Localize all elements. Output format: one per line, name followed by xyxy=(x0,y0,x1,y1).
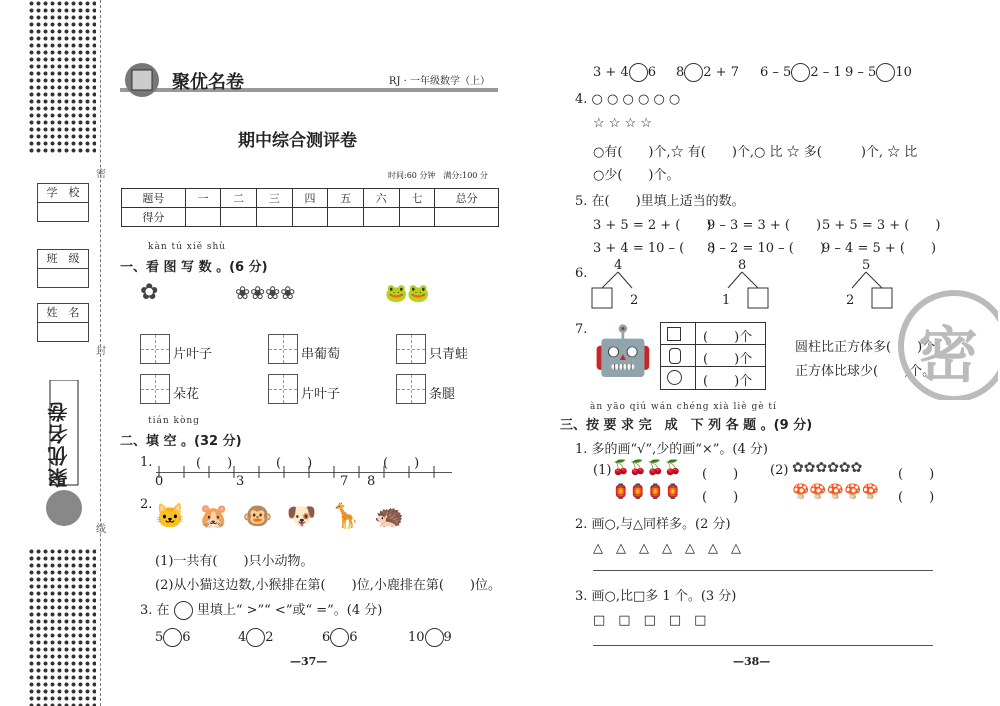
q5-eq: 9 – 4 = 5 + ( ) xyxy=(822,241,937,256)
secret-stamp xyxy=(893,280,998,400)
num: 5 xyxy=(155,630,164,645)
answer-grid[interactable] xyxy=(396,334,426,364)
time-info: 时间:60 分钟 满分:100 分 xyxy=(388,171,488,180)
cell: 总分 xyxy=(435,189,499,208)
compare-circle xyxy=(174,601,193,620)
grapes-image: ❀❀❀❀ xyxy=(235,283,296,304)
q6-label: 6. xyxy=(575,266,588,281)
q1-label: 1. xyxy=(140,455,153,470)
score-row-points[interactable] xyxy=(122,208,499,227)
dot-pattern-top xyxy=(28,0,96,155)
q4-label: 4. ○ ○ ○ ○ ○ ○ xyxy=(575,92,681,107)
compare-item xyxy=(238,628,274,647)
school-label: 学 校 xyxy=(38,184,88,203)
expr: 2 – 1 xyxy=(810,65,842,80)
side-brand-text: 聚优名卷 xyxy=(47,400,71,488)
triangles: △ △ △ △ △ △ △ xyxy=(593,541,741,556)
tick-8: 8 xyxy=(367,474,376,489)
q5-eq: 5 + 5 = 3 + ( ) xyxy=(822,218,941,233)
answer-grid[interactable] xyxy=(396,374,426,404)
score-cell[interactable] xyxy=(221,208,257,227)
s2-title: 二、填 空 。(32 分) xyxy=(120,434,242,449)
answer-blank[interactable]: ( ) xyxy=(898,490,935,505)
num: 10 xyxy=(408,630,425,645)
compare-item xyxy=(408,628,452,647)
cherries-image: 🍒🍒🍒🍒 xyxy=(612,460,682,476)
score-table xyxy=(121,188,499,227)
compare-item xyxy=(760,63,842,82)
cube-icon xyxy=(667,327,681,341)
score-cell[interactable] xyxy=(328,208,364,227)
compare-circle[interactable] xyxy=(791,63,810,82)
compare-item xyxy=(593,63,656,82)
item-label: 片叶子 xyxy=(173,347,213,362)
tick-7: 7 xyxy=(340,474,349,489)
tick-3: 3 xyxy=(236,474,245,489)
num: 6 xyxy=(182,630,191,645)
flower-image: ✿ xyxy=(140,280,159,305)
school-box[interactable] xyxy=(37,183,89,222)
q5-label: 5. 在( )里填上适当的数。 xyxy=(575,194,745,209)
score-cell[interactable] xyxy=(435,208,499,227)
brand-title: 聚优名卷 xyxy=(172,72,244,93)
frogs-image: 🐸🐸 xyxy=(385,283,430,304)
squares: □ □ □ □ □ xyxy=(593,613,707,628)
bond-top: 8 xyxy=(738,258,747,273)
class-label: 班 级 xyxy=(38,250,88,269)
cell: 二 xyxy=(221,189,257,208)
mushrooms-image: 🍄🍄🍄🍄🍄 xyxy=(792,484,880,500)
count-blank[interactable]: ( )个 xyxy=(703,374,753,389)
count-blank[interactable]: ( )个 xyxy=(703,352,753,367)
compare-item xyxy=(676,63,739,82)
q1-blank[interactable]: ( ) xyxy=(196,456,233,471)
s3-title: 三、按 要 求 完 成 下 列 各 题 。(9 分) xyxy=(560,418,813,433)
q7-table xyxy=(660,322,766,390)
q1-blank[interactable]: ( ) xyxy=(276,456,313,471)
compare-item xyxy=(322,628,358,647)
q3-text xyxy=(140,599,382,620)
mark-mi: 密 xyxy=(96,169,106,180)
q2b: (2)从小猫这边数,小猴排在第( )位,小鹿排在第( )位。 xyxy=(155,578,501,593)
q5-eq: 8 – 2 = 10 – ( ) xyxy=(707,241,825,256)
bond-left: 1 xyxy=(722,293,731,308)
expr: 6 xyxy=(647,65,656,80)
compare-circle[interactable] xyxy=(246,628,265,647)
item-label: 朵花 xyxy=(173,387,200,402)
page-title: 期中综合测评卷 xyxy=(238,131,357,151)
compare-circle[interactable] xyxy=(163,628,182,647)
sphere-icon xyxy=(667,370,682,385)
q4-line2: ○少( )个。 xyxy=(593,168,680,183)
cell: 五 xyxy=(328,189,364,208)
q2a: (1)一共有( )只小动物。 xyxy=(155,554,314,569)
cell: 七 xyxy=(399,189,435,208)
q4-line1: ○有( )个,☆ 有( )个,○ 比 ☆ 多( )个, ☆ 比 xyxy=(593,145,918,160)
q2-label: 2. xyxy=(140,497,153,512)
page-number-right: —38— xyxy=(733,655,771,668)
compare-circle[interactable] xyxy=(876,63,895,82)
q7-label: 7. xyxy=(575,322,588,337)
robot-image: 🤖 xyxy=(593,323,653,379)
item-label: 只青蛙 xyxy=(429,347,469,362)
cylinder-icon xyxy=(669,348,681,364)
s1-pinyin: kàn tú xiě shù xyxy=(148,242,227,252)
num: 4 xyxy=(238,630,247,645)
score-row-headers xyxy=(122,189,499,208)
score-cell[interactable] xyxy=(256,208,292,227)
bond-right: 2 xyxy=(630,293,639,308)
score-cell[interactable] xyxy=(363,208,399,227)
page-number-left: —37— xyxy=(290,655,328,668)
brand-header xyxy=(120,62,498,102)
name-box[interactable] xyxy=(37,303,89,342)
answer-grid[interactable] xyxy=(140,334,170,364)
score-cell[interactable] xyxy=(185,208,221,227)
bond-top: 5 xyxy=(862,258,871,273)
cell: 六 xyxy=(363,189,399,208)
q1-blank[interactable]: ( ) xyxy=(383,456,420,471)
item-label: 片叶子 xyxy=(301,387,341,402)
animals-image: 🐱🐹🐵🐶🦒🦔 xyxy=(155,502,419,530)
s3-pinyin: àn yāo qiú wán chéng xià liè gè tí xyxy=(590,402,777,412)
side-brand-logo xyxy=(40,380,88,530)
expr: 3 + 4 xyxy=(593,65,629,80)
compare-circle[interactable] xyxy=(629,63,648,82)
expr: 2 + 7 xyxy=(703,65,739,80)
expr: 6 – 5 xyxy=(760,65,792,80)
item-label: 条腿 xyxy=(429,387,456,402)
q5-eq: 3 + 4 = 10 – ( ) xyxy=(593,241,716,256)
compare-circle[interactable] xyxy=(425,628,444,647)
stamp-text: 密 xyxy=(918,321,978,391)
s3-q2: 2. 画○,与△同样多。(2 分) xyxy=(575,517,731,532)
q4-stars: ☆ ☆ ☆ ☆ xyxy=(593,116,653,131)
num: 6 xyxy=(322,630,331,645)
dot-pattern-bottom xyxy=(28,548,96,706)
score-cell[interactable] xyxy=(399,208,435,227)
q7-c2: 正方体比球少( )个。 xyxy=(795,364,936,379)
s3-q1a: (1) xyxy=(593,463,612,478)
count-blank[interactable]: ( )个 xyxy=(703,330,753,345)
compare-circle[interactable] xyxy=(330,628,349,647)
mark-xian: 线 xyxy=(96,524,106,535)
lanterns-image: 🏮🏮🏮🏮 xyxy=(612,484,682,500)
header-subject: RJ · 一年级数学（上） xyxy=(388,76,490,87)
expr: 9 – 5 xyxy=(845,65,877,80)
answer-grid[interactable] xyxy=(140,374,170,404)
answer-line[interactable] xyxy=(593,645,933,646)
compare-item xyxy=(845,63,912,82)
answer-grid[interactable] xyxy=(268,374,298,404)
s2-pinyin: tián kòng xyxy=(148,416,200,426)
q3-suffix: 里填上“ >”“ <”或“ =”。(4 分) xyxy=(196,603,383,618)
s3-q1b: (2) xyxy=(770,463,789,478)
item-label: 串葡萄 xyxy=(301,347,341,362)
answer-blank[interactable]: ( ) xyxy=(898,467,935,482)
cell: 一 xyxy=(185,189,221,208)
answer-blank[interactable]: ( ) xyxy=(702,467,739,482)
class-box[interactable] xyxy=(37,249,89,288)
answer-grid[interactable] xyxy=(268,334,298,364)
bond-left: 2 xyxy=(846,293,855,308)
mark-feng: 封 xyxy=(96,346,106,357)
expr: 10 xyxy=(895,65,912,80)
q3-prefix: 3. 在 xyxy=(140,603,170,618)
compare-circle[interactable] xyxy=(684,63,703,82)
s3-q1: 1. 多的画“√”,少的画“×”。(4 分) xyxy=(575,442,768,457)
score-cell[interactable] xyxy=(292,208,328,227)
cell: 题号 xyxy=(122,189,186,208)
num: 6 xyxy=(349,630,358,645)
s1-title: 一、看 图 写 数 。(6 分) xyxy=(120,260,268,275)
answer-line[interactable] xyxy=(593,570,933,571)
q7-c1: 圆柱比正方体多( )个。 xyxy=(795,340,949,355)
tick-0: 0 xyxy=(155,474,164,489)
name-label: 姓 名 xyxy=(38,304,88,323)
cell: 三 xyxy=(256,189,292,208)
bond-top: 4 xyxy=(614,258,623,273)
num: 2 xyxy=(265,630,274,645)
number-line-ticks xyxy=(156,466,456,478)
cell: 四 xyxy=(292,189,328,208)
compare-item xyxy=(155,628,191,647)
s3-q3: 3. 画○,比□多 1 个。(3 分) xyxy=(575,589,737,604)
cell: 得分 xyxy=(122,208,186,227)
expr: 8 xyxy=(676,65,685,80)
q5-eq: 3 + 5 = 2 + ( ) xyxy=(593,218,712,233)
num: 9 xyxy=(443,630,452,645)
answer-blank[interactable]: ( ) xyxy=(702,490,739,505)
flowers-image: ✿✿✿✿✿✿ xyxy=(792,460,863,476)
q5-eq: 9 – 3 = 3 + ( ) xyxy=(707,218,822,233)
